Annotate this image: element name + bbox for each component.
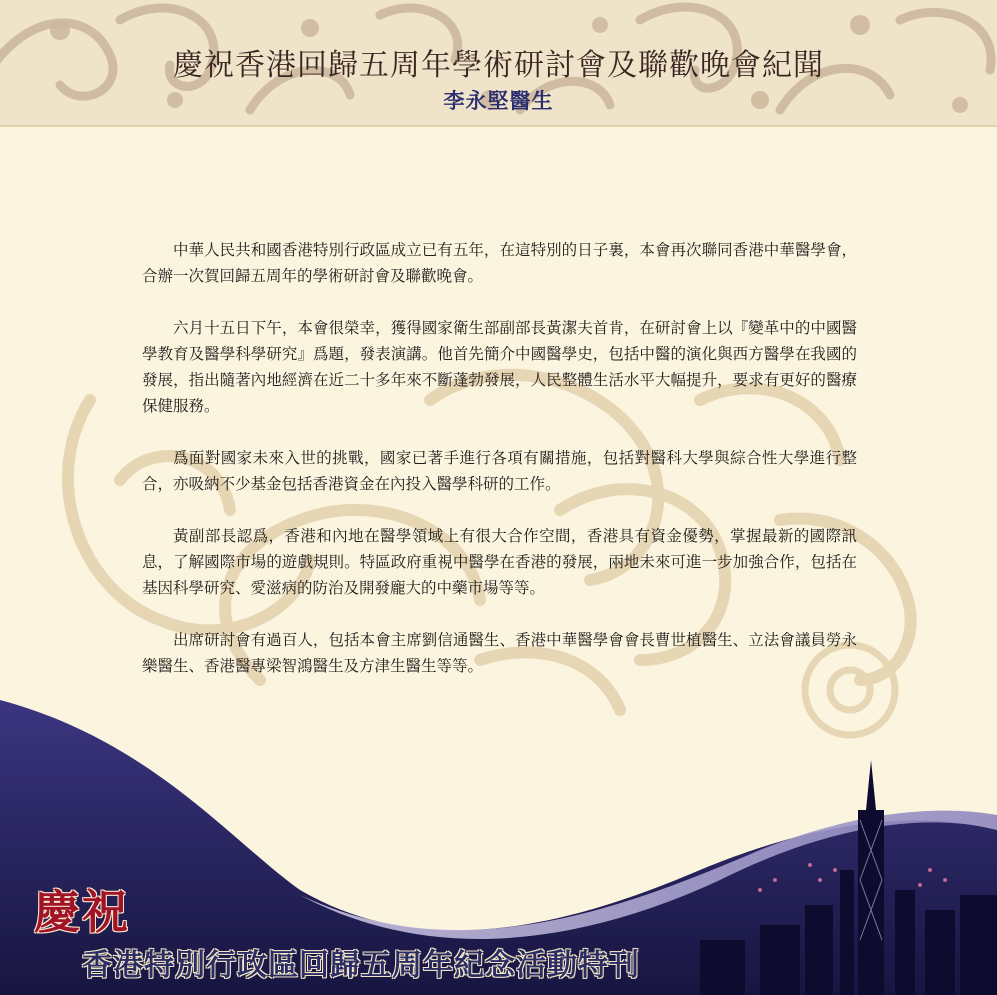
article-paragraph: 爲面對國家未來入世的挑戰，國家已著手進行各項有關措施，包括對醫科大學與綜合性大學進行整合，亦吸納不少基金包括香港資金在內投入醫學科研的工作。 (142, 449, 857, 493)
celebration-logo-text: 慶祝 (34, 885, 130, 939)
author-name: 李永堅醫生 (443, 89, 554, 113)
article-paragraph: 黃副部長認爲，香港和內地在醫學領域上有很大合作空間，香港具有資金優勢，掌握最新的國際訊息，了解國際市場的遊戲規則。特區政府重視中醫學在香港的發展，兩地未來可進一步加強合作，包括在基因科學研究、愛滋病的防治及開發龐大的中藥市場等等。 (142, 527, 857, 597)
article-paragraph: 六月十五日下午，本會很榮幸，獲得國家衛生部副部長黃潔夫首肯，在研討會上以『變革中的中國醫學教育及醫學科學研究』爲題，發表演講。他首先簡介中國醫學史，包括中醫的演化與西方醫學在我國的發展，指出隨著內地經濟在近二十多年來不斷蓬勃發展，人民整體生活水平大幅提升，要求有更好的醫療保健服務。 (142, 319, 857, 415)
article-paragraph: 出席研討會有過百人，包括本會主席劉信通醫生、香港中華醫學會會長曹世植醫生、立法會議員勞永樂醫生、香港醫專梁智鴻醫生及方津生醫生等等。 (142, 631, 857, 675)
header-divider (0, 125, 997, 127)
article-body (142, 237, 857, 705)
article-paragraph: 中華人民共和國香港特別行政區成立已有五年，在這特別的日子裏，本會再次聯同香港中華醫學會，合辦一次賀回歸五周年的學術研討會及聯歡晚會。 (142, 241, 857, 285)
page-title: 慶祝香港回歸五周年學術研討會及聯歡晚會紀聞 (173, 48, 824, 83)
special-issue-title: 香港特別行政區回歸五周年紀念活動特刊 (82, 948, 640, 983)
